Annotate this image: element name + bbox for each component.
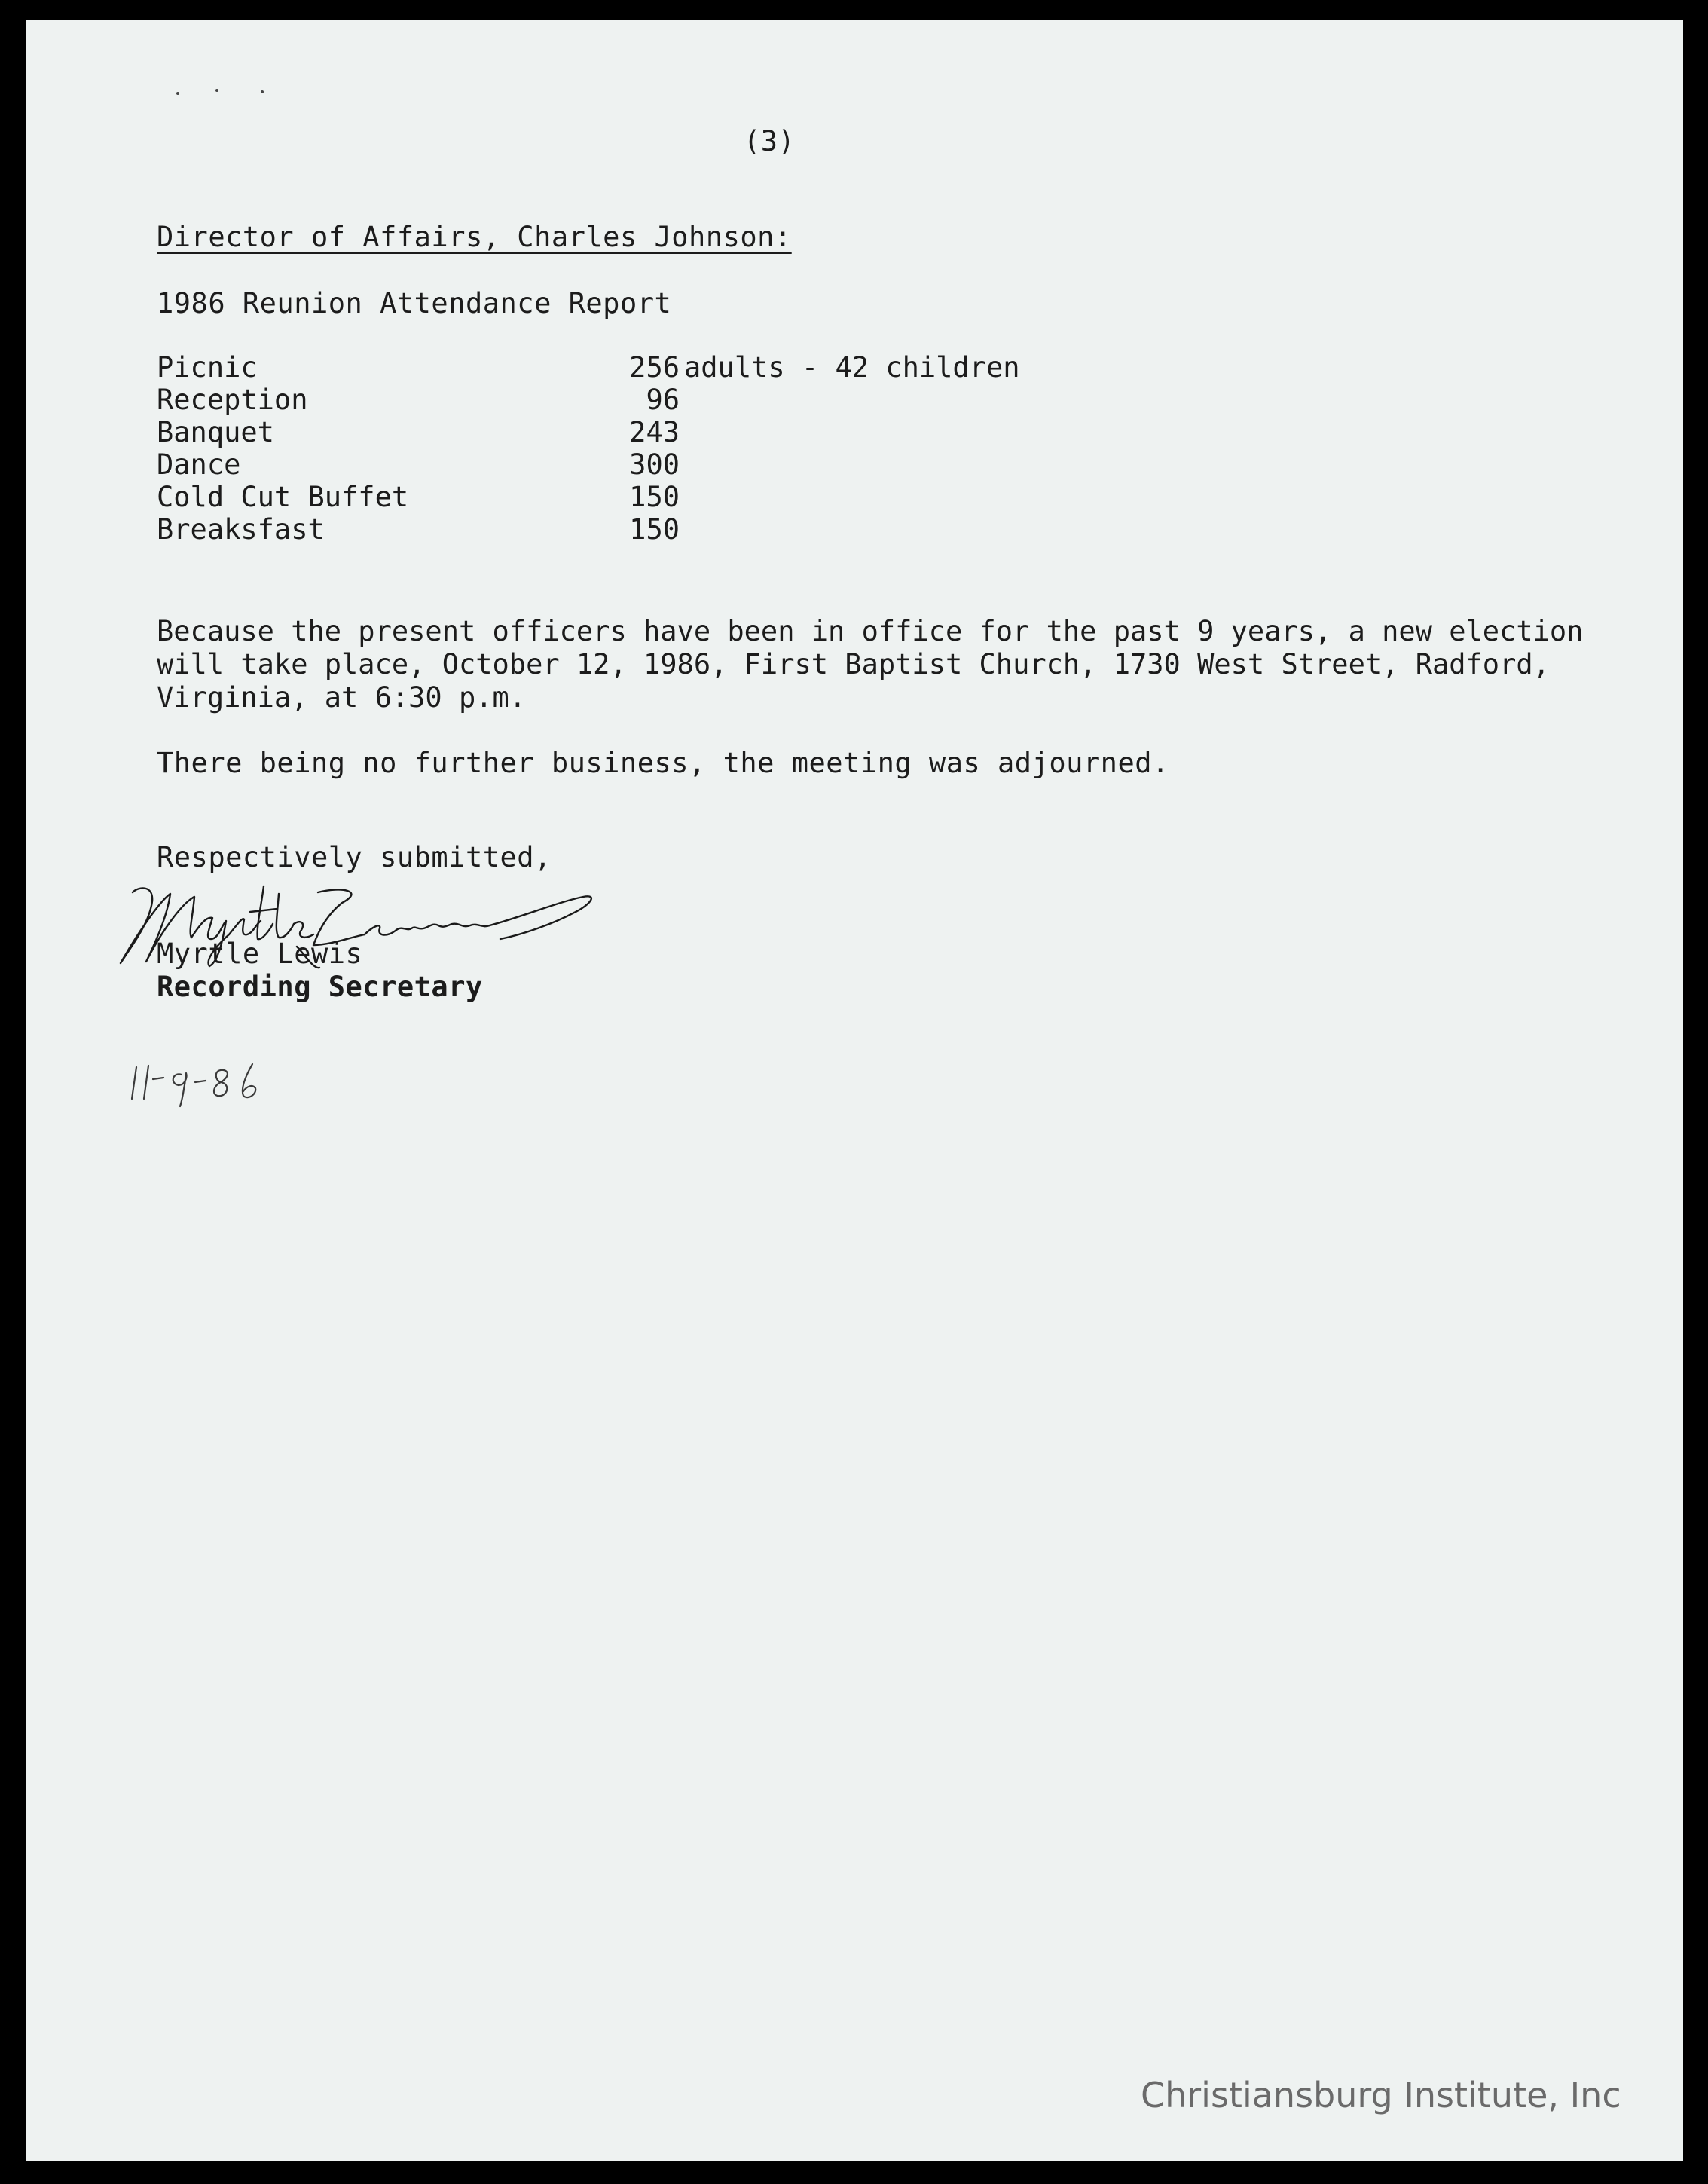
attendance-detail: adults - 42 children (684, 351, 1020, 384)
page-number: (3) (744, 125, 796, 158)
attendance-list (157, 351, 1020, 546)
attendance-count: 96 (646, 384, 680, 416)
attendance-row (157, 481, 680, 513)
attendance-count: 150 (629, 513, 680, 546)
paragraph-line: Because the present officers have been in office for the past 9 years, a new election (157, 615, 1584, 647)
attendance-event: Breaksfast (157, 513, 325, 546)
attendance-count: 243 (629, 416, 680, 448)
attendance-row (157, 384, 680, 416)
corner-specks (176, 87, 297, 102)
salutation: Respectively submitted, (157, 841, 552, 873)
attendance-count: 150 (629, 481, 680, 513)
watermark: Christiansburg Institute, Inc (1141, 2075, 1621, 2115)
paragraph-line: will take place, October 12, 1986, First Baptist Church, 1730 West Street, Radford, (157, 648, 1550, 681)
attendance-row (157, 513, 680, 546)
signer-name: Myrtle Lewis (157, 938, 363, 970)
attendance-row (157, 351, 1020, 384)
handwritten-date-image (127, 1045, 301, 1112)
signer-title: Recording Secretary (157, 971, 483, 1003)
attendance-event: Picnic (157, 351, 258, 384)
attendance-count: 256 (629, 351, 680, 384)
attendance-event: Cold Cut Buffet (157, 481, 409, 513)
attendance-row (157, 448, 680, 481)
document-page (26, 20, 1683, 2161)
section-heading: Director of Affairs, Charles Johnson: (157, 221, 792, 253)
attendance-event: Dance (157, 448, 241, 481)
paragraph-line: Virginia, at 6:30 p.m. (157, 681, 527, 714)
attendance-event: Reception (157, 384, 308, 416)
attendance-row (157, 416, 680, 448)
report-title: 1986 Reunion Attendance Report (157, 287, 672, 320)
election-paragraph (157, 615, 1584, 714)
attendance-count: 300 (629, 448, 680, 481)
closing-statement: There being no further business, the meeting was adjourned. (157, 747, 1169, 779)
attendance-event: Banquet (157, 416, 274, 448)
